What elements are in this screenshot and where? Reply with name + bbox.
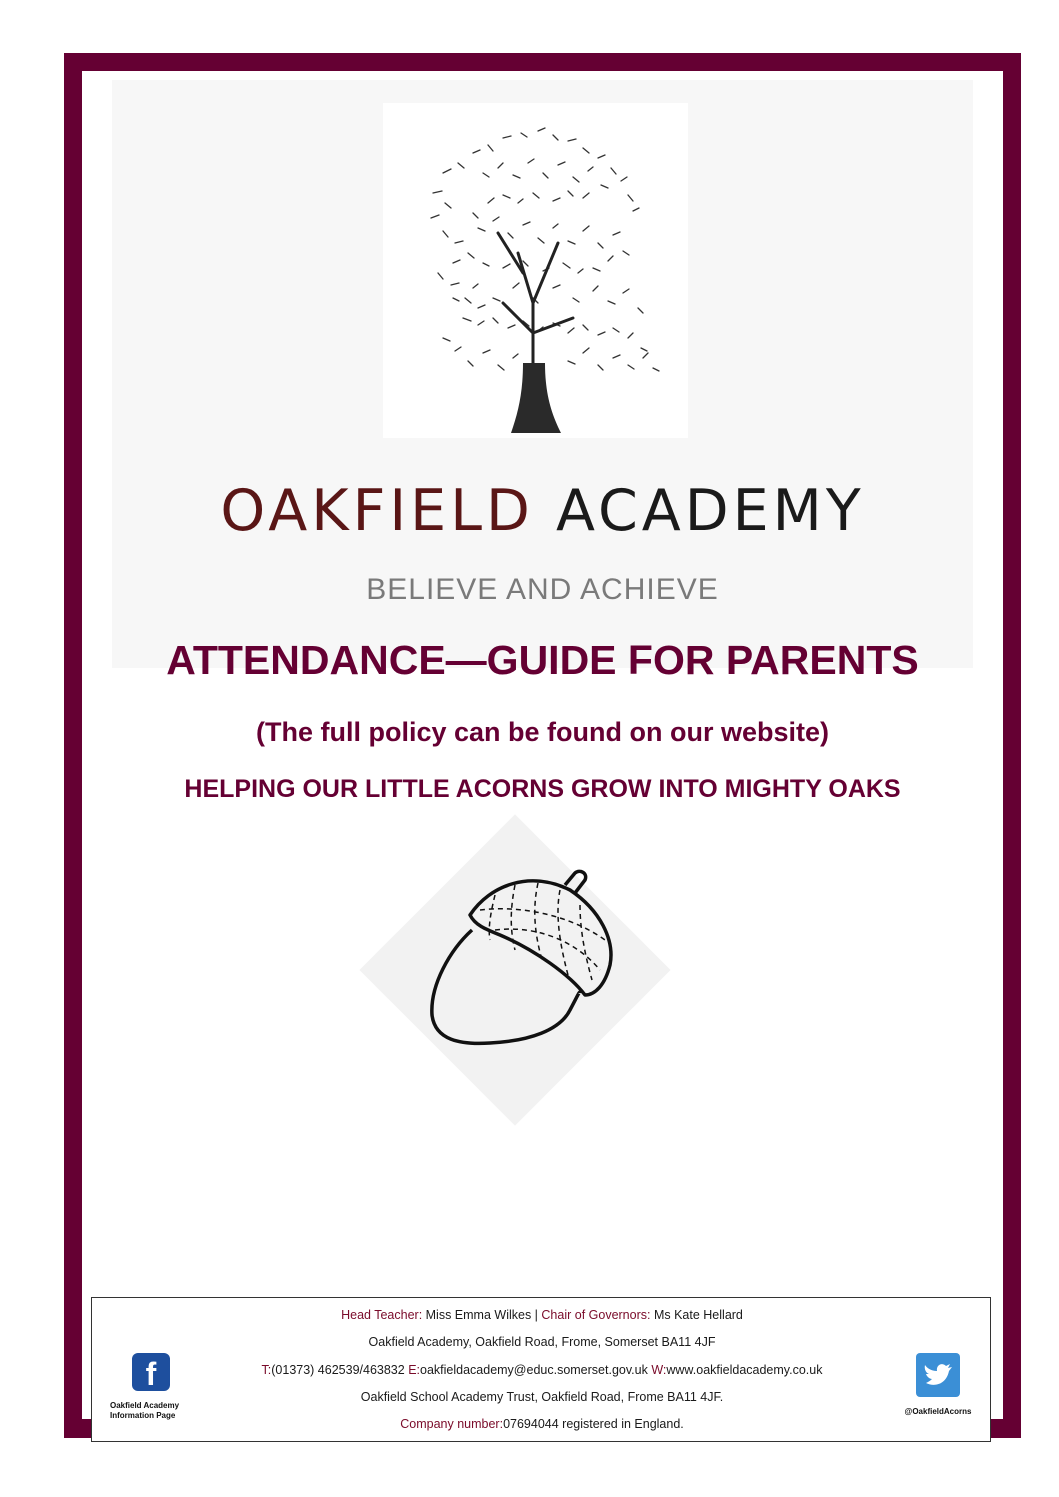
facebook-caption	[110, 1401, 200, 1421]
page-title: ATTENDANCE—GUIDE FOR PARENTS	[166, 637, 919, 683]
slogan: HELPING OUR LITTLE ACORNS GROW INTO MIGHTY OAKS	[184, 775, 901, 803]
head-teacher-label: Head Teacher:	[341, 1308, 423, 1322]
footer-address: Oakfield Academy, Oakfield Road, Frome, Somerset BA11 4JF	[368, 1335, 716, 1349]
company-value: 07694044 registered in England.	[503, 1417, 684, 1431]
twitter-handle[interactable]: @OakfieldAcorns	[904, 1407, 972, 1416]
company-label: Company number:	[400, 1417, 504, 1431]
acorn-icon	[420, 855, 620, 1055]
email-link[interactable]: oakfieldacademy@educ.somerset.gov.uk	[420, 1363, 652, 1377]
twitter-icon[interactable]	[916, 1353, 960, 1397]
school-name	[82, 478, 1003, 544]
email-label: E:	[408, 1363, 420, 1377]
school-motto: BELIEVE AND ACHIEVE	[366, 573, 719, 606]
phone-value: (01373) 462539/463832	[271, 1363, 409, 1377]
school-name-part1: OAKFIELD	[220, 478, 534, 544]
footer-company	[92, 1417, 992, 1431]
school-name-part2: ACADEMY	[555, 478, 865, 544]
oak-tree-icon	[383, 103, 688, 438]
footer-trust: Oakfield School Academy Trust, Oakfield Road, Frome BA11 4JF.	[360, 1390, 724, 1404]
chair-label: Chair of Governors:	[541, 1308, 651, 1322]
footer-contact-box	[91, 1297, 991, 1442]
head-teacher-value: Miss Emma Wilkes |	[422, 1308, 542, 1322]
oak-tree-illustration	[383, 103, 688, 438]
footer-leadership	[92, 1308, 992, 1322]
acorn-illustration	[420, 855, 620, 1055]
footer-contacts	[92, 1363, 992, 1377]
policy-note: (The full policy can be found on our website)	[255, 717, 829, 747]
chair-value: Ms Kate Hellard	[650, 1308, 743, 1322]
facebook-caption-line1: Oakfield Academy	[110, 1401, 180, 1410]
website-link[interactable]: www.oakfieldacademy.co.uk	[666, 1363, 823, 1377]
facebook-caption-line2: Information Page	[110, 1411, 176, 1420]
facebook-icon[interactable]: f	[132, 1353, 170, 1391]
phone-label: T:	[261, 1363, 272, 1377]
website-label: W:	[651, 1363, 667, 1377]
